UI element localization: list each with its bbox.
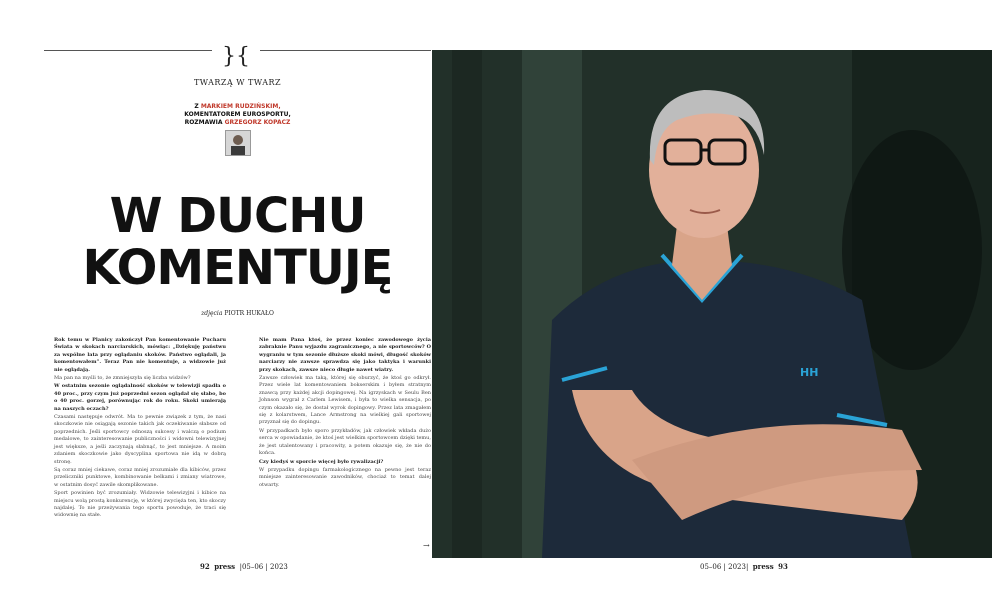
- page-number-left: 92: [200, 562, 210, 571]
- body-column-1: [54, 337, 226, 521]
- body-paragraph: Sport powinien być zrozumiały. Widzowie telewizyjni i kibice na miejscu wolą prostą konkurencję, w której zwycięża ten, kto skoczy najdalej. To nie przeżywania tego sportu powoduje, że traci się widownię na stałe.: [54, 490, 226, 519]
- folio-right: 05–06 | 2023| press 93: [700, 562, 788, 571]
- title-line-1: W DUCHU: [109, 188, 366, 244]
- top-rule-right: [260, 50, 431, 51]
- page-number-right: 93: [778, 562, 788, 571]
- body-paragraph: Nie mam Pana ktoś, że przez koniec zawodowego życia zabraknie Panu wyjazdu zagranicznego, a nie sportowców? O wygraniu w tym sezonie dłuższe skoki mówi, długość skoków narciarzy nie zawsze sprawdza się jako taktyka i warunki przy skokach, zawsze nieco długie nawet wiatry.: [259, 337, 431, 373]
- portrait-photo: [432, 50, 992, 558]
- interviewee-role: KOMENTATOREM EUROSPORTU,: [184, 111, 291, 118]
- issue-right: 05–06 | 2023: [700, 563, 746, 571]
- intro-prefix: Z: [194, 103, 199, 110]
- body-paragraph: Zawsze człowiek ma taką, której się oburzyć, że ktoś go odkrył. Przez wiele lat komentowaniem bokserskim i byłem stratnym znawcą przy każdej akcji dopingowej. Na igrzyskach w Seulu Ben Johnson wygrał z Carlem Lewisem, i była to wielka sensacja, po czym okazało się, że dostał wyrok dopingowy. Przez lata zmagałem się z kolarstwem, Lance Armstrong na wielkiej gali sportowej przyznał się do dopingu.: [259, 375, 431, 426]
- interviewee-name: MARKIEM RUDZIŃSKIM,: [200, 103, 281, 110]
- issue-left: 05–06 | 2023: [241, 563, 288, 571]
- body-paragraph: Rok temu w Planicy zakończył Pan komentowanie Pucharu Świata w skokach narciarskich, mówiąc: „Dziękuję państwu za wspólne lata przy oglądaniu skoków. Państwo oglądali, ja komentowałem”. Teraz Pan nie komentuje, a widzowie już nie oglądają.: [54, 337, 226, 373]
- body-paragraph: W przypadkach było sporo przykładów, jak człowiek wkłada dużo serca w opowiadanie, że ktoś jest wielkim sportowcem dzięki temu, że jest utalentowany i pracowity, a potem okazuje się, że nie do końca.: [259, 427, 431, 457]
- top-rule-left: [44, 50, 212, 51]
- interviewer-name: GRZEGORZ KOPACZ: [224, 119, 291, 126]
- interview-intro: [44, 103, 431, 127]
- body-paragraph: W przypadku dopingu farmakologicznego na pewno jest teraz mniejsze zainteresowanie zawodników, chociaż to temat dalej otwarty.: [259, 466, 431, 488]
- photo-credit: [44, 310, 431, 317]
- body-paragraph: Czasami następuje odwrót. Ma to pewnie związek z tym, że nasi skoczkowie nie osiągają sezonie takich jak oczekiwanie słabsze od poprzednich. Jeśli sportowcy odnoszą sukcesy i walczą o podium medalowe, to zainteresowanie publiczności i widowni telewizyjnej jest większe, a jeśli zaczynają słabnąć, to jest mniejsze. A moim zdaniem skoczkowie jako dyscyplina sportowa nie idą w dobrą stronę.: [54, 414, 226, 465]
- article-title: [44, 190, 431, 294]
- author-avatar: [225, 130, 251, 156]
- body-paragraph: W ostatnim sezonie oglądalność skoków w telewizji spadła o 40 proc., przy czym już poprzedni sezon oglądał się słabo, bo o 40 proc. gorzej, porównując rok do roku. Skoki umierają na naszych oczach?: [54, 383, 226, 412]
- credit-name: PIOTR HUKAŁO: [224, 310, 274, 317]
- body-paragraph: Czy kiedyś w sporcie więcej było rywalizacji?: [259, 458, 384, 465]
- svg-text:HH: HH: [800, 366, 819, 379]
- body-paragraph: Ma pan na myśli to, że zmniejszyła się liczba widzów?: [54, 375, 191, 382]
- section-label: TWARZĄ W TWARZ: [193, 78, 282, 87]
- continue-arrow-icon: →: [423, 541, 430, 550]
- magazine-name-left: press: [214, 562, 236, 571]
- quote-ornament-icon: }{: [222, 44, 250, 69]
- body-paragraph: Są coraz mniej ciekawe, coraz mniej zrozumiałe dla kibiców, przez przeliczniki punktowe, kombinowanie belkami i zmiany wiatrowe, w ostatnim dosyć zawile skomplikowane.: [54, 466, 226, 488]
- title-line-2: KOMENTUJĘ: [82, 240, 393, 296]
- body-column-2: [259, 337, 431, 490]
- magazine-name-right: press: [752, 562, 774, 571]
- folio-left: 92 press |05–06 | 2023: [200, 562, 288, 571]
- credit-label: zdjęcia: [201, 310, 223, 317]
- interviewer-prefix: ROZMAWIA: [184, 119, 223, 126]
